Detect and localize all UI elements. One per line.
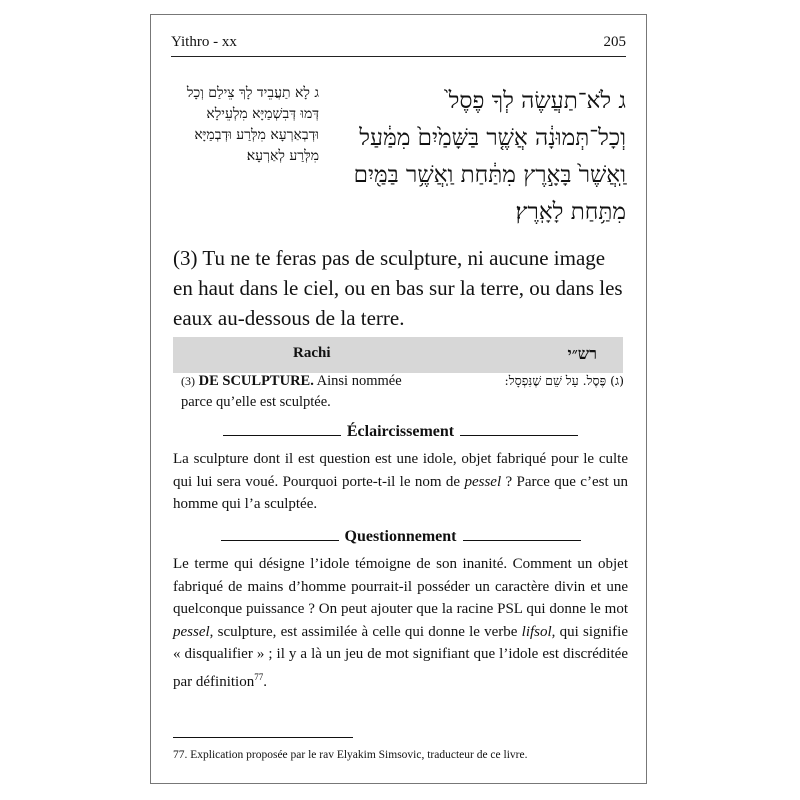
rashi-french-commentary (181, 371, 431, 413)
rashi-title-he: רש״י (567, 344, 597, 363)
rashi-french-text: Ainsi nommée parce qu’elle est sculptée. (181, 373, 402, 410)
para-text: La sculpture dont il est question est une idole, objet fabriqué pour le culte qui lui sera voué. Pourquoi porte-t-il le nom de (173, 451, 628, 490)
rashi-verse-number: (3) (181, 374, 195, 388)
heading-rule-left (223, 435, 341, 436)
verse-line: וְכָל־תְּמוּנָ֔ה אֲשֶׁ֤ר בַּשָּׁמַ֙יִם֙ מִמַּ֔עַל (359, 125, 626, 151)
rashi-lemma: DE SCULPTURE. (198, 373, 314, 389)
para-text: , qui signifie « disqualifier » ; il y a là un jeu de mot signifiant que l’idole est discréditée par définition (173, 623, 628, 690)
running-header (171, 32, 626, 57)
hebrew-verse (336, 83, 626, 231)
verse-line: ג לֹא־תַעֲשֶׂה לְךָ פֶסֶל֙ (448, 88, 626, 114)
para-text: . (263, 673, 267, 690)
targum-line: מִלְּרַע לְאַרְעָא׃ (246, 148, 319, 164)
aramaic-targum (159, 83, 319, 167)
para-text: ? Parce que c’est un homme qui l’a sculptée. (173, 473, 628, 512)
eclaircissement-paragraph (173, 448, 628, 516)
para-text: , sculpture, est assimilée à celle qui donne le verbe (209, 623, 522, 640)
heading-rule-right (463, 540, 581, 541)
french-translation: (3) Tu ne te feras pas de sculpture, ni aucune image en haut dans le ciel, ou en bas sur la terre, ou dans les eaux au-dessous de la terre. (173, 246, 623, 330)
rashi-hebrew-commentary: (ג) פֶּסֶל. עַל שֵׁם שֶׁנִּפְסָל: (504, 373, 624, 388)
heading-rule-right (460, 435, 578, 436)
questionnement-title: Questionnement (344, 528, 457, 545)
rashi-title-fr: Rachi (293, 345, 331, 361)
questionnement-heading (173, 528, 628, 546)
questionnement-paragraph (173, 553, 628, 693)
heading-rule-left (221, 540, 339, 541)
book-page (150, 14, 647, 784)
page-number: 205 (603, 34, 626, 50)
verse-line: וַֽאֲשֶׁר֙ בָּאָ֣רֶץ מִתַּ֔חַת וַֽאֲשֶׁ֥ר בַּמַּ֖יִם (353, 162, 626, 188)
eclaircissement-title: Éclaircissement (346, 423, 455, 440)
para-text: Le terme qui désigne l’idole témoigne de son inanité. Comment un objet fabriqué de mains d’homme pourrait-il posséder un caractère divin et une quelconque puissance ? On peut ajouter que la racine PSL qui donne le mot (173, 556, 628, 617)
verse-line: מִתַּ֥חַת לָאָֽרֶץ׃ (515, 199, 626, 225)
targum-line: ג לָא תַעֲבֵיד לָךְ צֵילַם וְכָל (186, 85, 319, 101)
footnote-reference[interactable]: 77 (254, 671, 264, 682)
targum-line: וּדְבְאַרְעָא מִלְּרַע וּדְבְמַיָּא (194, 127, 319, 143)
italic-term: lifsol (521, 623, 552, 640)
footnote-separator (173, 737, 353, 738)
footnote: 77. Explication proposée par le rav Elyakim Simsovic, traducteur de ce livre. (173, 749, 528, 761)
targum-line: דְּמוּ דְּבִשְׁמַיָּא מִלְעֵילָא (206, 106, 319, 122)
italic-term: pessel (173, 623, 210, 640)
eclaircissement-heading (173, 423, 628, 441)
italic-term: pessel (464, 473, 502, 490)
rashi-header-bar (173, 337, 623, 373)
chapter-label: Yithro - xx (171, 34, 237, 50)
